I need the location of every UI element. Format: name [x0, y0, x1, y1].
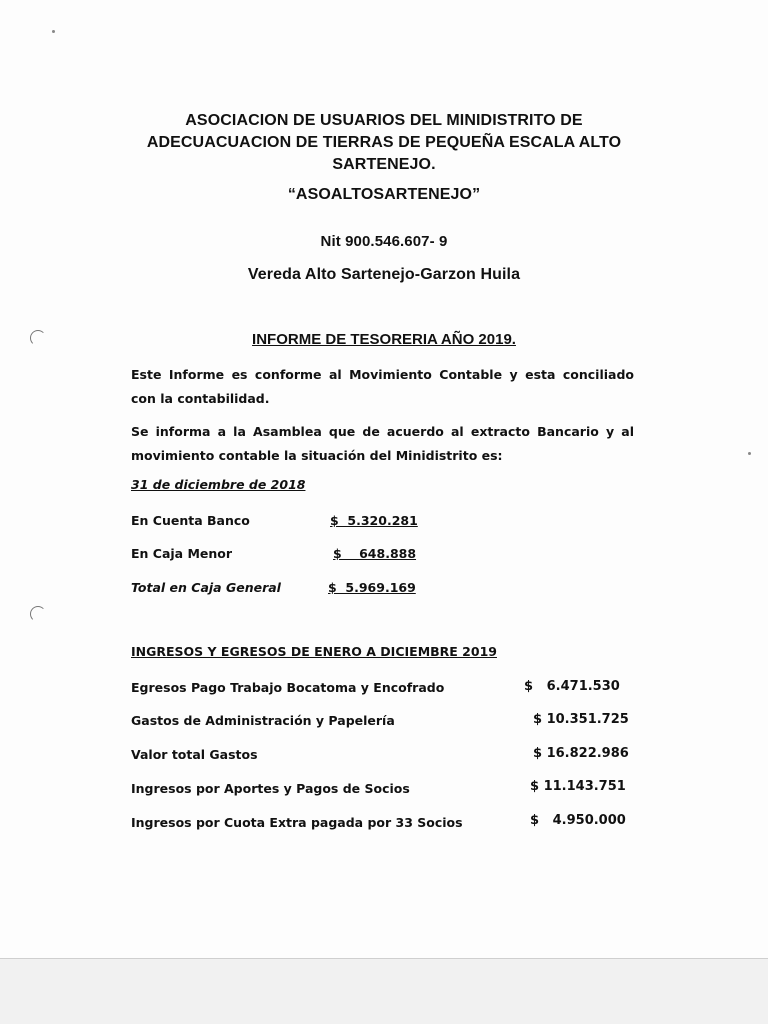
balance-date: 31 de diciembre de 2018	[131, 477, 306, 492]
report-title-text: INFORME DE TESORERIA AÑO 2019.	[252, 331, 516, 348]
organization-line: ASOCIACION DE USUARIOS DEL MINIDISTRITO DE	[185, 112, 583, 129]
balance-total-amount: $ 5.969.169	[328, 580, 416, 595]
intro-paragraph: Este Informe es conforme al Movimiento Contable y esta conciliado con la contabilidad.	[131, 367, 634, 406]
statement-paragraph: Se informa a la Asamblea que de acuerdo al extracto Bancario y al movimiento contable la situación del Minidistrito es:	[131, 424, 634, 463]
balance-label: En Cuenta Banco	[131, 513, 250, 528]
movements-title: INGRESOS Y EGRESOS DE ENERO A DICIEMBRE 2019	[131, 644, 497, 659]
organization-line: ADECUACUACION DE TIERRAS DE PEQUEÑA ESCALA ALTO	[146, 134, 622, 151]
movement-amount: $ 4.950.000	[530, 813, 626, 828]
scan-mark	[30, 606, 46, 622]
movement-amount: $ 10.351.725	[533, 712, 629, 727]
movement-amount: $ 11.143.751	[530, 779, 626, 794]
movement-amount: $ 16.822.986	[533, 746, 629, 761]
movement-label: Egresos Pago Trabajo Bocatoma y Encofrado	[131, 680, 445, 695]
location: Vereda Alto Sartenejo-Garzon Huila	[247, 266, 521, 283]
report-title	[0, 331, 768, 348]
scan-speck	[52, 30, 55, 33]
movement-label: Ingresos por Cuota Extra pagada por 33 Socios	[131, 815, 463, 830]
movement-label: Valor total Gastos	[131, 747, 258, 762]
organization-acronym: “ASOALTOSARTENEJO”	[287, 186, 481, 203]
movement-label: Gastos de Administración y Papelería	[131, 713, 395, 728]
balance-amount: $ 5.320.281	[330, 513, 418, 528]
scan-speck	[748, 452, 751, 455]
nit-number: Nit 900.546.607- 9	[320, 233, 448, 250]
balance-total-label: Total en Caja General	[131, 580, 281, 595]
movement-amount: $ 6.471.530	[524, 679, 620, 694]
organization-name	[0, 110, 768, 176]
organization-line: SARTENEJO.	[332, 156, 436, 173]
movement-label: Ingresos por Aportes y Pagos de Socios	[131, 781, 410, 796]
balance-amount: $ 648.888	[333, 546, 417, 561]
balance-label: En Caja Menor	[131, 546, 233, 561]
